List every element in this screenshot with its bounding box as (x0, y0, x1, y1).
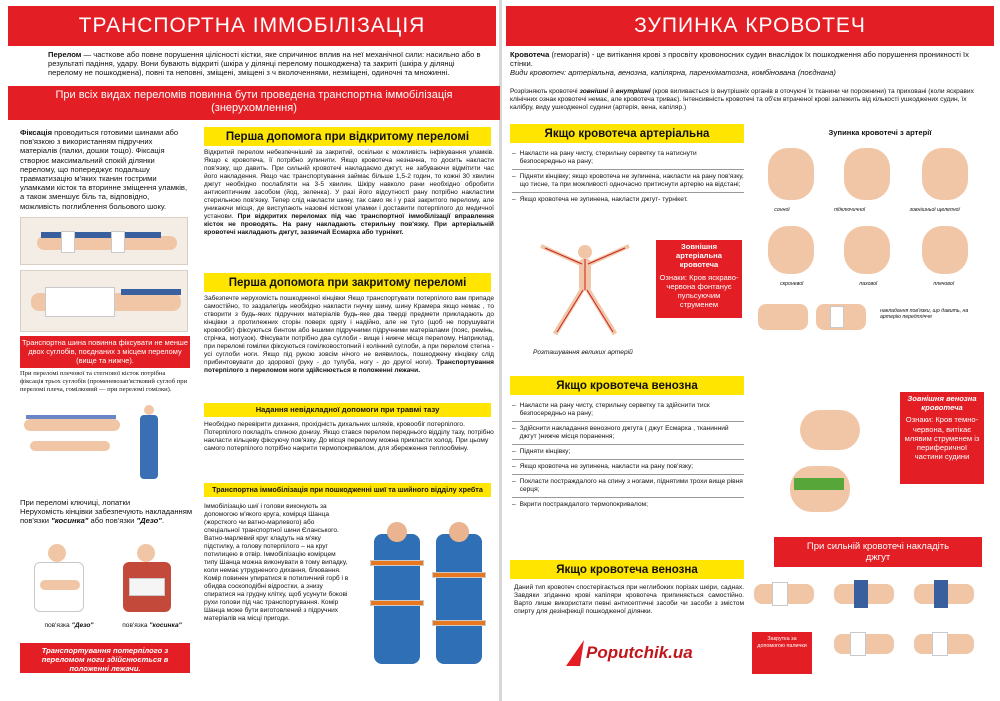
arm-splint-illustration (20, 217, 188, 265)
pressure-row-3 (752, 292, 872, 344)
closed-fracture-text: Забезпечте нерухомість пошкодженої кінцівки Якщо транспортувати потерпілого вам припаде самостійно, то заздалегідь необхідно накласти гнучку шину, шину Крамера якщо немає , то створити з будь-яких підручних матеріалів будь-яке два тверді предмети прикладають до кінцівки з протилежних сторін поверх одягу і надійно, але не туго (щоб не порушувати кровообіг) фіксуються бинтом або іншими підручними підручними матеріалами (пояс, ремінь, стрічка, мотузок). Фіксувати потрібно два суглоби - вище і нижче місця перелому. Наприклад, при переломі гомілки фіксуються гомілковостопний і колінний суглоби, а при переломі стегна - усі суглоби ноги. Якщо під рукою зовсім нічого не виявилось, пошкоджену кінцівку слід прибинтовувати до здорової (руку - до тулуба, ногу - до другої ноги). (204, 295, 494, 366)
pressure-label: плечової (933, 281, 954, 287)
bleeding-term: Кровотеча (510, 50, 550, 59)
open-fracture-body (204, 149, 494, 237)
fracture-definition (48, 50, 488, 78)
capillary-body (514, 584, 744, 616)
arterial-title: Якщо кровотеча артеріальна (544, 127, 710, 140)
bleeding-text: (геморагія) - це витікання крові з просвіту кровоносних судин внаслідок їх пошкодження або порушення проникності їх стінки. (510, 50, 969, 69)
venous-box-title: Зовнішня венозна кровотеча (907, 394, 977, 413)
arteries-caption: Розташування великих артерій (533, 349, 633, 356)
closed-fracture-bold: Транспортування потерпілого з переломом ноги здійснюється в положенні лежачи. (204, 359, 494, 374)
spine-body (204, 503, 350, 623)
bleeding-definition (510, 50, 990, 78)
fracture-text: — часткове або повне порушення цілісності кістки, яке спричинює вплив на неї механічної сили: насильно або в результаті падіння, удару. Вони бувають відкриті (шкіра у ділянці перелому пошкоджена) та закриті (шкіра у ділянці перелому не пошкоджена), повні та неповні, зміщені, зміщені з ч вколоченнями, незміщені, одиночні та множинні. (48, 50, 481, 78)
pelvis-title-bar (204, 403, 491, 417)
pressure-label: зовнішньої щелепної (909, 207, 960, 213)
kosynka-caption-a: пов'язка (122, 622, 150, 629)
spine-text: Іммобілізацію шиї і голови виконують за допомогою м'якого круга, комірця Шанца (жорсткого чи ватно-марлевого) або спеціальної транспортної шини Єланського. Ватно-марлевий круг кладуть на м'яку підстилку, а голову потерпілого – на круг потилицею в отвір. Іммобілізацію комірцем типу Шанца можна виконувати в тому випадку, коли немає утрудненого дихання, блювання. Комір повинен упиратися в потиличний горб і в обидва соскоподібні відростки, а знизу спиратися на грудну клітку, щоб усунути бокові рухи голови під час транспортування. Комір Шанца може бути виготовлений з підручних матеріалів на місці пригоди. (204, 503, 349, 622)
clavicle-line2-b: "косинка" (51, 516, 89, 526)
left-title-bar (8, 6, 496, 46)
arteries-body-figure (535, 242, 635, 338)
open-fracture-title-bar (204, 127, 491, 146)
kinds-a: Розрізняють кровотечі (510, 88, 580, 95)
pressure-labels-1 (752, 207, 982, 213)
pressure-label: сонної (774, 207, 790, 213)
leg-transport-box (20, 643, 190, 673)
bleeding-types: Види кровотеч: артеріальна, венозна, капілярна, паренхіматозна, комбінована (поєднана) (510, 68, 836, 78)
arm-leg-fixation-illustration (20, 405, 188, 483)
venous-step: – Накласти на рану чисту, стерильну серветку та здійснити тиск безпосередньо на рану; (512, 402, 710, 417)
pelvis-body (204, 421, 494, 453)
logo-text: Poputchik.ua (586, 643, 693, 662)
capillary-title: Якщо кровотеча венозна (556, 563, 698, 576)
fixation-text: проводиться готовими шинами або пов'язкою з використанням підручних матеріалів (палки, дошки тощо). Фіксація створює максимальний спокій ділянки перелому, що попереджує подальшу травматизацію м'яких тканин гострими уламками кісток та вторинне зміщення уламків, а також зменшує біль та, відповідно, можливість поглиблення больового шоку. (20, 128, 188, 211)
venous-title: Якщо кровотеча венозна (556, 379, 698, 392)
kinds-c: й (608, 88, 616, 95)
clavicle-line2-d: "Дезо" (136, 516, 162, 526)
venous-box-text: Ознаки: Кров темно-червона, витікає млявим струменем із периферичної частини судини (904, 415, 980, 462)
banner-text: При всіх видах переломів повинна бути проведена транспортна іммобілізація (знерухомлення) (55, 89, 453, 114)
closed-fracture-title-bar (204, 273, 491, 292)
pressure-label: пахової (859, 281, 878, 287)
hip-note-text: При переломі плечової та стегнової кісток потрібна фіксація трьох суглобів (променевозап'ястковий суглоб при переломі плеча, гомілковий — при переломі гомілки). (20, 370, 188, 393)
dezo-bandage-illustration (20, 540, 98, 618)
venous-title-bar (510, 376, 744, 395)
fixation-text-block (20, 128, 190, 211)
clavicle-line2-c: або пов'язки (88, 516, 137, 526)
tourniquet-title-box (774, 537, 982, 567)
pressure-label: підключичної (834, 207, 866, 213)
logo-mark-icon (566, 640, 584, 666)
closed-fracture-title: Перша допомога при закритому переломі (228, 276, 467, 289)
pressure-title: Зупинка кровотечі з артерії (828, 128, 932, 137)
venous-step: – Здійснити накладання венозного джгута ( джут Есмарха , тканинний джгут )нижче місця поранення; (512, 425, 729, 440)
kosynka-bandage-illustration (105, 540, 190, 618)
open-fracture-title: Перша допомога при відкритому переломі (225, 130, 470, 143)
spine-title: Транспортна іммобілізація при пошкодженні шиї та шийного відділу хребта (212, 485, 483, 494)
arterial-box-text: Ознаки: Кров яскраво-червона фонтанує пульсуючим струменем (659, 272, 739, 310)
dezo-caption-a: пов'язка (44, 622, 72, 629)
pelvis-text: Необхідно перевірити дихання, прохідність дихальних шляхів, кровообіг потерпілого. Потерпілого покладіть спиною донизу. Якщо стався перелом переднього відділу тазу, потрібно накласти кільцеву фіксуючу пов'язку. До місця перелому можна прикласти холод. При цьому самого потерпілого потрібно накрити термопокривалом, для збереження теплообміну. (204, 421, 494, 452)
leg-splint-illustration (20, 270, 188, 332)
arterial-signs-box (656, 240, 742, 318)
pressure-label-forearm: накладання пов'язки, що давить, на артерію передпліччя (880, 308, 969, 321)
pressure-label: скроневої (780, 281, 804, 287)
clavicle-note (20, 498, 200, 526)
capillary-title-bar (510, 560, 744, 579)
kinds-b: зовнішні (579, 88, 609, 95)
hip-note (20, 370, 190, 394)
capillary-text: Даний тип кровотеч спостерігається при неглибоких порізах шкіри, саднах. Завдяки згіданню крові капіляри кровотеча припиняється самостійно. Варто лише використати певні антисептичні засоби чи засоби з змістом спирту для дезінфекції пошкодженої ділянки. (514, 584, 744, 615)
venous-signs-box (900, 392, 984, 484)
clavicle-line2-a: Нерухомість кінцівки забезпечують накладанням пов'язки (20, 507, 193, 526)
clavicle-line2-e: . (161, 516, 164, 526)
venous-step: – Якщо кровотеча не зупинена, накласти на рану пов'язку; (512, 463, 694, 470)
dezo-caption (34, 622, 104, 630)
left-title: ТРАНСПОРТНА ІММОБІЛІЗАЦІЯ (78, 14, 426, 37)
closed-fracture-body (204, 295, 494, 375)
pelvis-title: Надання невідкладної допомоги при травмі тазу (255, 405, 440, 414)
kosynka-caption (112, 622, 192, 630)
open-fracture-text: Відкритий перелом небезпечніший за закритий, оскільки є можливість інфікування уламків. Якщо є кровотеча, її потрібно зупинити. Якщо кровотеча незначна, то досить накласти пов'язку, що давить. При сильній кровотечі накладаємо джгут, не забуваючи відмітити час його накладення. Якщо час транспортування займає більше 1,5-2 годин, то кожні 30 хвилин джгут необхідно послабляти на 3-5 хвилин. Шкіру навколо рани необхідно обробити антисептичним засобом (йод, зеленка). У разі його відсутності рану потрібно накластим стерильною пов'язку. Тепер слід накласти шину, так само як і у разі закритого перелому, але уникаючи місця, де виступають назовні кісткові уламки і доставити потерпілого до медичної установи. (204, 149, 494, 220)
kinds-e: (кров виливається із внутрішніх органів в оточуючі їх тканини чи порожнини) та приховані (коли яскравих клінічних ознак кровотечі немає, але кровотеча триває). Інтенсивність кровотечі та об'єм втраченої крові залежить від кількості ушкоджених судин, їх калібру, виду ушкодженої судини (артерія, вена, капіляр.) (510, 88, 974, 111)
spine-board-illustration (362, 520, 494, 670)
pressure-row-1 (752, 140, 982, 206)
splint-note: Транспортна шина повинна фіксувати не менше двох суглобів, поєднаних з місцем перелому (вище та нижче). (22, 338, 188, 365)
venous-step: – Покласти постраждалого на спину з ногами, піднятими трохи вище рівня серця; (512, 478, 743, 493)
venous-steps (512, 402, 744, 509)
arterial-step: – Якщо кровотеча не зупинена, накласти джгут- турнікет. (512, 196, 688, 203)
open-fracture-bold: При відкритих переломах під час транспортної іммобілізації вправлення кісток не проводять. На рану накладають стерильну пов'язку. При артеріальній кровотечі накладають джгут, зазвичай Есмарха або турнікет. (204, 213, 494, 236)
arterial-steps (512, 150, 744, 204)
spine-title-bar (204, 483, 491, 497)
pressure-row-2 (752, 220, 982, 280)
kinds-d: внутрішні (615, 88, 651, 95)
immobilization-banner (8, 86, 500, 120)
dezo-caption-b: "Дезо" (71, 622, 94, 629)
bleeding-kinds (510, 88, 990, 112)
kosynka-caption-b: "косинка" (149, 622, 182, 629)
bottom-note: Транспортування потерпілого з переломом ноги здійснюється в положенні лежачи. (41, 646, 169, 673)
logo[interactable] (566, 640, 693, 666)
fracture-term: Перелом (48, 50, 82, 59)
clavicle-line1: При переломі ключиці, лопатки (20, 498, 131, 507)
right-title-bar (506, 6, 994, 46)
splint-rule-box (20, 336, 190, 368)
pressure-labels-2 (752, 281, 982, 287)
arterial-step: – Накласти на рану чисту, стерильну серветку та натиснути безпосередньо на рану; (512, 150, 697, 165)
arterial-box-title: Зовнішня артеріальна кровотеча (676, 242, 722, 270)
fixation-term: Фіксація (20, 128, 53, 137)
arterial-step: – Підняти кінцівку; якщо кровотеча не зупинена, накласти на рану пов'язку, що тисне, та при можливості одночасно притиснути артерію на відстані; (512, 173, 744, 188)
stick-note: Закрутка за допомогою палички (757, 636, 807, 649)
venous-pressure-illustration (770, 400, 890, 520)
venous-step: – Вкрити постраждалого термопокривалом; (512, 501, 649, 508)
stick-note-box (752, 632, 812, 674)
right-title: ЗУПИНКА КРОВОТЕЧ (634, 14, 866, 37)
arterial-title-bar (510, 124, 744, 143)
venous-step: – Підняти кінцівку; (512, 448, 571, 455)
tourniquet-title: При сильній кровотечі накладіть джгут (806, 541, 950, 563)
